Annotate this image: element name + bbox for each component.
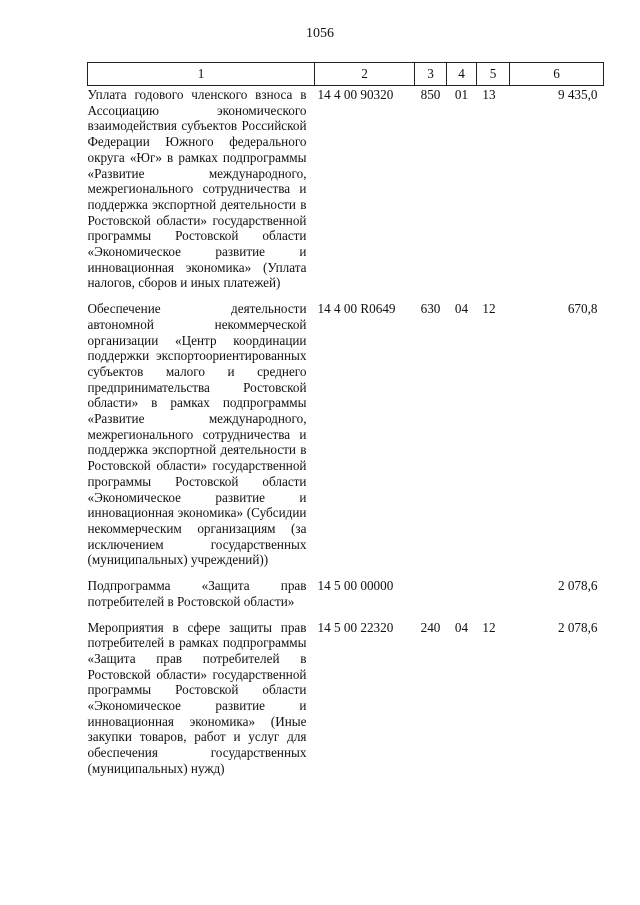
row-col5: 12 — [482, 619, 496, 635]
row-description: Подпрограмма «Защита прав потребителей в Ростовской области» — [87, 578, 307, 609]
row-col3: 850 — [420, 87, 441, 102]
budget-table — [87, 62, 604, 786]
row-col4: 04 — [454, 619, 469, 635]
row-code: 14 4 00 90320 — [317, 87, 394, 102]
row-col5: 12 — [482, 301, 496, 317]
row-col4 — [447, 577, 477, 618]
row-col3 — [415, 577, 447, 618]
row-col3: 630 — [420, 301, 441, 317]
row-amount: 2 078,6 — [557, 619, 598, 635]
page-number: 1056 — [306, 26, 334, 41]
column-header-4: 4 — [447, 63, 477, 86]
table-row — [88, 619, 604, 786]
row-amount: 2 078,6 — [557, 578, 598, 594]
row-col5 — [477, 577, 510, 618]
row-col3: 240 — [420, 619, 441, 635]
column-header-1: 1 — [88, 63, 315, 86]
row-amount: 670,8 — [567, 301, 598, 317]
column-header-5: 5 — [477, 63, 510, 86]
row-description: Обеспечение деятельности автономной некоммерческой организации «Центр координации поддержки экспортоориентированных субъектов малого и среднего предпринимательства Ростовской области» в рамках подпрограммы «Развитие международного, межрегионального сотрудничества и поддержка экспортной деятельности в Ростовской области» государственной программы Ростовской области «Экономическое развитие и инновационная экономика» (Субсидии некоммерческим организациям (за исключением государственных (муниципальных) учреждений)) — [87, 301, 307, 568]
table-row — [88, 300, 604, 577]
column-header-2: 2 — [315, 63, 415, 86]
row-description: Мероприятия в сфере защиты прав потребителей в рамках подпрограммы «Защита прав потребителей в Ростовской области» государственной программы Ростовской области «Экономическое развитие и инновационная экономика» (Иные закупки товаров, работ и услуг для обеспечения государственных (муниципальных) нужд) — [87, 619, 307, 776]
row-code: 14 4 00 R0649 — [317, 301, 396, 317]
row-description: Уплата годового членского взноса в Ассоциацию экономического взаимодействия субъектов Российской Федерации Южного федерального округа «Юг» в рамках подпрограммы «Развитие международного, межрегионального сотрудничества и поддержка экспортной деятельности в Ростовской области» государственной программы Ростовской области «Экономическое развитие и инновационная экономика» (Уплата налогов, сборов и иных платежей) — [87, 87, 307, 291]
table-row — [88, 86, 604, 301]
row-col4: 01 — [454, 87, 469, 102]
row-col4: 04 — [454, 301, 469, 317]
row-col5: 13 — [482, 87, 496, 102]
table-header-row — [88, 63, 604, 86]
table-row — [88, 577, 604, 618]
column-header-3: 3 — [415, 63, 447, 86]
row-code: 14 5 00 22320 — [317, 619, 394, 635]
row-amount: 9 435,0 — [557, 87, 598, 102]
row-code: 14 5 00 00000 — [317, 578, 394, 594]
column-header-6: 6 — [510, 63, 604, 86]
